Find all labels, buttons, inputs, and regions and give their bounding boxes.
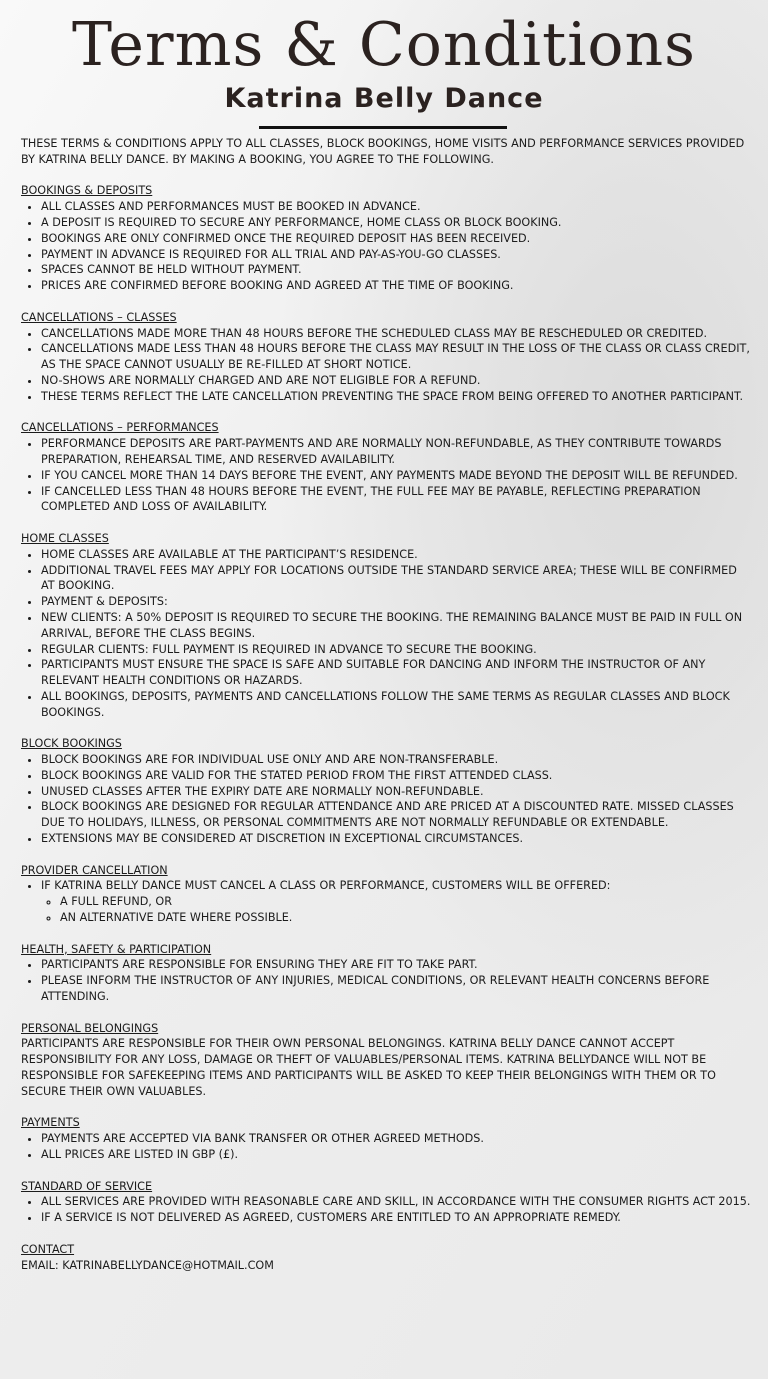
bookings-list bbox=[21, 199, 751, 294]
sub-list-item: ◦ A FULL REFUND, OR bbox=[60, 894, 751, 910]
list-item-text: IF KATRINA BELLY DANCE MUST CANCEL A CLASS OR PERFORMANCE, CUSTOMERS WILL BE OFFERED: bbox=[41, 879, 611, 893]
list-item: • PAYMENT IN ADVANCE IS REQUIRED FOR ALL TRIAL AND PAY-AS-YOU-GO CLASSES. bbox=[41, 247, 751, 263]
list-item: • IF A SERVICE IS NOT DELIVERED AS AGREED, CUSTOMERS ARE ENTITLED TO AN APPROPRIATE REMEDY. bbox=[41, 1210, 751, 1226]
section-cancellations-performances bbox=[21, 420, 751, 515]
list-item: • ALL BOOKINGS, DEPOSITS, PAYMENTS AND CANCELLATIONS FOLLOW THE SAME TERMS AS REGULAR CLASSES AND BLOCK BOOKINGS. bbox=[41, 689, 751, 721]
list-item: • PLEASE INFORM THE INSTRUCTOR OF ANY INJURIES, MEDICAL CONDITIONS, OR RELEVANT HEALTH CONCERNS BEFORE ATTENDING. bbox=[41, 973, 751, 1005]
terms-body bbox=[21, 136, 751, 1273]
home-classes-list bbox=[21, 547, 751, 721]
list-item: • REGULAR CLIENTS: FULL PAYMENT IS REQUIRED IN ADVANCE TO SECURE THE BOOKING. bbox=[41, 642, 751, 658]
payments-list bbox=[21, 1131, 751, 1163]
section-bookings bbox=[21, 183, 751, 294]
section-heading: BOOKINGS & DEPOSITS bbox=[21, 184, 153, 198]
list-item: • PRICES ARE CONFIRMED BEFORE BOOKING AND AGREED AT THE TIME OF BOOKING. bbox=[41, 278, 751, 294]
block-bookings-list bbox=[21, 752, 751, 847]
list-item: • A DEPOSIT IS REQUIRED TO SECURE ANY PERFORMANCE, HOME CLASS OR BLOCK BOOKING. bbox=[41, 215, 751, 231]
list-item: • SPACES CANNOT BE HELD WITHOUT PAYMENT. bbox=[41, 262, 751, 278]
intro-text: THESE TERMS & CONDITIONS APPLY TO ALL CLASSES, BLOCK BOOKINGS, HOME VISITS AND PERFORMANCE SERVICES PROVIDED BY KATRINA BELLY DANCE. BY MAKING A BOOKING, YOU AGREE TO THE FOLLOWING. bbox=[21, 137, 745, 166]
section-heading: PAYMENTS bbox=[21, 1116, 80, 1130]
list-item: • IF YOU CANCEL MORE THAN 14 DAYS BEFORE THE EVENT, ANY PAYMENTS MADE BEYOND THE DEPOSIT WILL BE REFUNDED. bbox=[41, 468, 751, 484]
list-item: • NO-SHOWS ARE NORMALLY CHARGED AND ARE NOT ELIGIBLE FOR A REFUND. bbox=[41, 373, 751, 389]
list-item: • PARTICIPANTS ARE RESPONSIBLE FOR ENSURING THEY ARE FIT TO TAKE PART. bbox=[41, 957, 751, 973]
list-item: • PERFORMANCE DEPOSITS ARE PART-PAYMENTS AND ARE NORMALLY NON-REFUNDABLE, AS THEY CONTRIBUTE TOWARDS PREPARATION, REHEARSAL TIME, AND RESERVED AVAILABILITY. bbox=[41, 436, 751, 468]
list-item: • IF CANCELLED LESS THAN 48 HOURS BEFORE THE EVENT, THE FULL FEE MAY BE PAYABLE, REFLECTING PREPARATION COMPLETED AND LOSS OF AVAILABILITY. bbox=[41, 484, 751, 516]
section-home-classes bbox=[21, 531, 751, 721]
section-personal-belongings bbox=[21, 1021, 751, 1100]
page-title: Terms & Conditions bbox=[72, 10, 696, 80]
section-heading: STANDARD OF SERVICE bbox=[21, 1179, 153, 1193]
list-item: • PARTICIPANTS MUST ENSURE THE SPACE IS SAFE AND SUITABLE FOR DANCING AND INFORM THE INSTRUCTOR OF ANY RELEVANT HEALTH CONDITIONS OR HAZARDS. bbox=[41, 657, 751, 689]
list-item: • HOME CLASSES ARE AVAILABLE AT THE PARTICIPANT’S RESIDENCE. bbox=[41, 547, 751, 563]
health-safety-list bbox=[21, 957, 751, 1004]
list-item: • PAYMENT & DEPOSITS: bbox=[41, 594, 751, 610]
section-heading: CANCELLATIONS – PERFORMANCES bbox=[21, 421, 219, 435]
list-item: • CANCELLATIONS MADE LESS THAN 48 HOURS BEFORE THE CLASS MAY RESULT IN THE LOSS OF THE CLASS OR CLASS CREDIT, AS THE SPACE CANNOT USUALLY BE RE-FILLED AT SHORT NOTICE. bbox=[41, 341, 751, 373]
section-health-safety bbox=[21, 942, 751, 1005]
list-item: • BLOCK BOOKINGS ARE VALID FOR THE STATED PERIOD FROM THE FIRST ATTENDED CLASS. bbox=[41, 768, 751, 784]
cancellations-performances-list bbox=[21, 436, 751, 515]
provider-cancellation-list bbox=[21, 878, 751, 925]
section-standard-of-service bbox=[21, 1179, 751, 1226]
section-heading: HOME CLASSES bbox=[21, 531, 109, 545]
sub-list-item: ◦ AN ALTERNATIVE DATE WHERE POSSIBLE. bbox=[60, 910, 751, 926]
list-item: • BLOCK BOOKINGS ARE DESIGNED FOR REGULAR ATTENDANCE AND ARE PRICED AT A DISCOUNTED RATE. MISSED CLASSES DUE TO HOLIDAYS, ILLNESS, OR PERSONAL COMMITMENTS ARE NOT NORMALLY REFUNDABLE OR EXTENDABLE. bbox=[41, 799, 751, 831]
list-item: • ALL SERVICES ARE PROVIDED WITH REASONABLE CARE AND SKILL, IN ACCORDANCE WITH THE CONSUMER RIGHTS ACT 2015. bbox=[41, 1194, 751, 1210]
list-item: • THESE TERMS REFLECT THE LATE CANCELLATION PREVENTING THE SPACE FROM BEING OFFERED TO ANOTHER PARTICIPANT. bbox=[41, 389, 751, 405]
list-item: • NEW CLIENTS: A 50% DEPOSIT IS REQUIRED TO SECURE THE BOOKING. THE REMAINING BALANCE MUST BE PAID IN FULL ON ARRIVAL, BEFORE THE CLASS BEGINS. bbox=[41, 610, 751, 642]
list-item: • ALL PRICES ARE LISTED IN GBP (£). bbox=[41, 1147, 751, 1163]
section-heading: PERSONAL BELONGINGS bbox=[21, 1021, 159, 1035]
section-cancellations-classes bbox=[21, 310, 751, 405]
section-heading: CONTACT bbox=[21, 1242, 75, 1256]
section-heading: BLOCK BOOKINGS bbox=[21, 737, 122, 751]
section-contact bbox=[21, 1242, 751, 1274]
list-item: • ALL CLASSES AND PERFORMANCES MUST BE BOOKED IN ADVANCE. bbox=[41, 199, 751, 215]
standard-of-service-list bbox=[21, 1194, 751, 1226]
belongings-text: PARTICIPANTS ARE RESPONSIBLE FOR THEIR OWN PERSONAL BELONGINGS. KATRINA BELLY DANCE CANNOT ACCEPT RESPONSIBILITY FOR ANY LOSS, DAMAGE OR THEFT OF VALUABLES/PERSONAL ITEMS. KATRINA BELLYDANCE WILL NOT BE RESPONSIBLE FOR SAFEKEEPING ITEMS AND PARTICIPANTS WILL BE ASKED TO KEEP THEIR BELONGINGS WITH THEM OR TO SECURE THEIR OWN VALUABLES. bbox=[21, 1037, 716, 1098]
section-heading: PROVIDER CANCELLATION bbox=[21, 863, 168, 877]
section-provider-cancellation bbox=[21, 863, 751, 926]
section-payments bbox=[21, 1115, 751, 1162]
section-block-bookings bbox=[21, 736, 751, 847]
business-name: Katrina Belly Dance bbox=[224, 83, 544, 114]
list-item: • EXTENSIONS MAY BE CONSIDERED AT DISCRETION IN EXCEPTIONAL CIRCUMSTANCES. bbox=[41, 831, 751, 847]
list-item: • CANCELLATIONS MADE MORE THAN 48 HOURS BEFORE THE SCHEDULED CLASS MAY BE RESCHEDULED OR CREDITED. bbox=[41, 326, 751, 342]
list-item: • PAYMENTS ARE ACCEPTED VIA BANK TRANSFER OR OTHER AGREED METHODS. bbox=[41, 1131, 751, 1147]
cancellations-classes-list bbox=[21, 326, 751, 405]
provider-cancellation-options bbox=[41, 894, 751, 926]
title-divider bbox=[259, 126, 507, 129]
contact-email: EMAIL: KATRINABELLYDANCE@HOTMAIL.COM bbox=[21, 1258, 274, 1272]
list-item: • BOOKINGS ARE ONLY CONFIRMED ONCE THE REQUIRED DEPOSIT HAS BEEN RECEIVED. bbox=[41, 231, 751, 247]
list-item bbox=[41, 878, 751, 925]
section-heading: HEALTH, SAFETY & PARTICIPATION bbox=[21, 942, 212, 956]
list-item: • ADDITIONAL TRAVEL FEES MAY APPLY FOR LOCATIONS OUTSIDE THE STANDARD SERVICE AREA; THESE WILL BE CONFIRMED AT BOOKING. bbox=[41, 563, 751, 595]
list-item: • BLOCK BOOKINGS ARE FOR INDIVIDUAL USE ONLY AND ARE NON-TRANSFERABLE. bbox=[41, 752, 751, 768]
section-heading: CANCELLATIONS – CLASSES bbox=[21, 310, 177, 324]
list-item: • UNUSED CLASSES AFTER THE EXPIRY DATE ARE NORMALLY NON-REFUNDABLE. bbox=[41, 784, 751, 800]
